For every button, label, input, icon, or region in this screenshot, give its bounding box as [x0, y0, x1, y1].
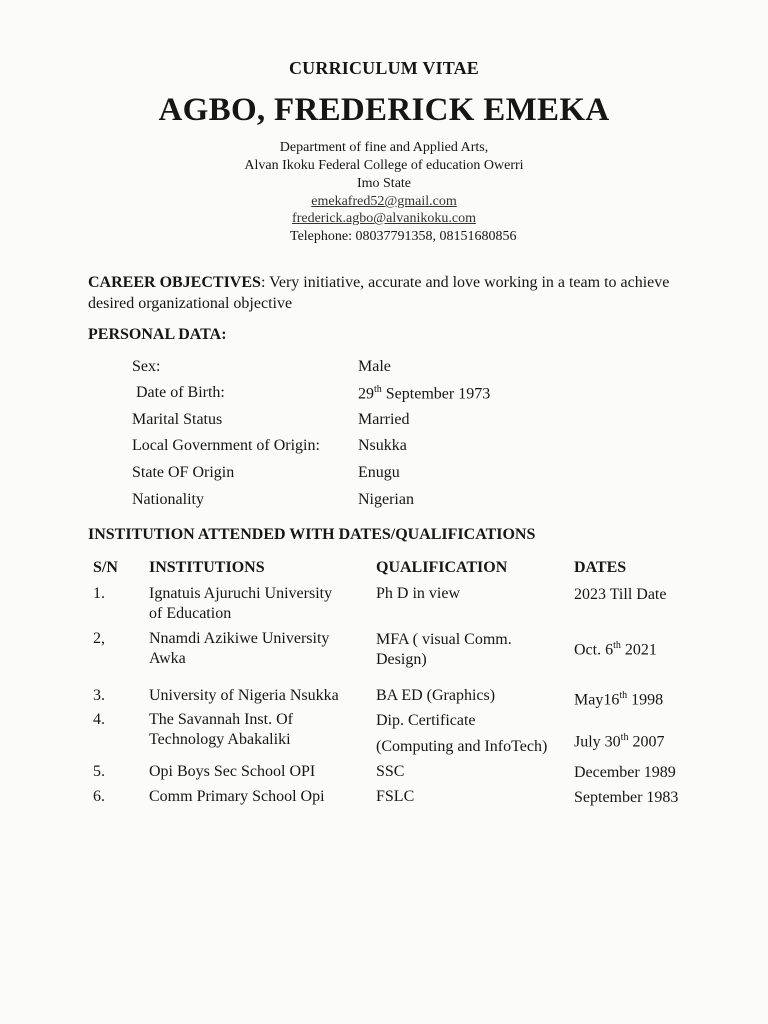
table-row-6-qualification: FSLC — [376, 788, 415, 805]
table-row-3-sn: 3. — [93, 687, 105, 704]
institution-line: The Savannah Inst. Of — [149, 711, 293, 728]
personal-value-nationality: Nigerian — [358, 491, 414, 508]
institution-line: Technology Abakaliki — [149, 731, 291, 748]
personal-label-state: State OF Origin — [132, 464, 235, 481]
qualification-line: Dip. Certificate — [376, 712, 476, 729]
table-row-4-sn: 4. — [93, 711, 105, 728]
date-suffix: th — [613, 640, 621, 651]
personal-label-dob: Date of Birth: — [136, 384, 225, 401]
table-row-1-sn: 1. — [93, 585, 105, 602]
table-row-5-sn: 5. — [93, 763, 105, 780]
personal-label-lga: Local Government of Origin: — [132, 437, 320, 454]
career-objectives — [88, 272, 688, 314]
qualification-line: (Computing and InfoTech) — [376, 738, 548, 755]
table-row-2-sn: 2, — [93, 630, 105, 647]
personal-label-marital: Marital Status — [132, 411, 223, 428]
table-header-dates: DATES — [574, 559, 627, 576]
qualification-line: Design) — [376, 651, 427, 668]
email-secondary-link[interactable]: frederick.agbo@alvanikoku.com — [292, 211, 476, 226]
dob-day-suffix: th — [374, 384, 382, 395]
table-row-4-institution — [149, 710, 293, 750]
college-line: Alvan Ikoku Federal College of education Owerri — [244, 158, 524, 173]
date-year: 1998 — [627, 691, 664, 709]
education-heading: INSTITUTION ATTENDED WITH DATES/QUALIFICATIONS — [88, 526, 536, 543]
career-objectives-label: CAREER OBJECTIVES — [88, 274, 261, 291]
table-row-4-date — [574, 728, 664, 752]
dob-day: 29 — [358, 385, 374, 403]
date-year: 2021 — [620, 641, 657, 659]
table-row-5-date: December 1989 — [574, 764, 676, 781]
table-row-2-qualification — [376, 630, 512, 670]
table-row-6-sn: 6. — [93, 788, 105, 805]
personal-label-nationality: Nationality — [132, 491, 204, 508]
person-name: AGBO, FREDERICK EMEKA — [158, 92, 610, 128]
career-objectives-text: : Very initiative, accurate and love working in a team to achieve desired organizational objective — [88, 274, 670, 312]
date-main: Oct. 6 — [574, 641, 614, 659]
table-row-1-qualification: Ph D in view — [376, 585, 460, 602]
personal-value-marital: Married — [358, 411, 410, 428]
personal-value-dob — [358, 384, 490, 403]
personal-label-sex: Sex: — [132, 358, 161, 375]
department-line: Department of fine and Applied Arts, — [279, 140, 489, 155]
table-row-1-institution — [149, 584, 332, 624]
date-suffix: th — [620, 732, 629, 743]
dob-month-year: September 1973 — [381, 385, 491, 403]
personal-value-state: Enugu — [358, 464, 400, 481]
table-header-institution: INSTITUTIONS — [149, 559, 265, 576]
state-line: Imo State — [356, 176, 412, 191]
table-row-3-institution: University of Nigeria Nsukka — [149, 687, 339, 704]
date-main: May16 — [574, 691, 620, 709]
telephone-line: Telephone: 08037791358, 08151680856 — [290, 229, 517, 244]
table-row-3-qualification: BA ED (Graphics) — [376, 687, 496, 704]
personal-value-lga: Nsukka — [358, 437, 407, 454]
table-row-2-institution — [149, 629, 329, 669]
date-year: 2007 — [628, 733, 665, 751]
date-suffix: th — [619, 690, 628, 701]
table-row-6-institution: Comm Primary School Opi — [149, 788, 325, 805]
email-primary-link[interactable]: emekafred52@gmail.com — [311, 194, 457, 209]
table-header-sn: S/N — [93, 559, 118, 576]
document-heading: CURRICULUM VITAE — [288, 58, 480, 78]
date-main: July 30 — [574, 733, 621, 751]
institution-line: Nnamdi Azikiwe University — [149, 630, 330, 647]
table-row-4-qualification — [376, 711, 547, 757]
table-row-1-date: 2023 Till Date — [574, 586, 667, 603]
institution-line: Awka — [149, 650, 186, 667]
institution-line: of Education — [149, 605, 232, 622]
personal-value-sex: Male — [358, 358, 391, 375]
table-row-5-institution: Opi Boys Sec School OPI — [149, 763, 316, 780]
table-row-3-date — [574, 686, 663, 710]
table-row-2-date — [574, 636, 657, 660]
qualification-line: MFA ( visual Comm. — [376, 631, 512, 648]
email-primary-row — [0, 194, 768, 210]
institution-line: Ignatuis Ajuruchi University — [149, 585, 333, 602]
email-secondary-row — [0, 211, 768, 227]
personal-data-heading: PERSONAL DATA: — [88, 326, 227, 343]
table-row-6-date: September 1983 — [574, 789, 679, 806]
table-header-qualification: QUALIFICATION — [376, 559, 508, 576]
table-row-5-qualification: SSC — [376, 763, 405, 780]
